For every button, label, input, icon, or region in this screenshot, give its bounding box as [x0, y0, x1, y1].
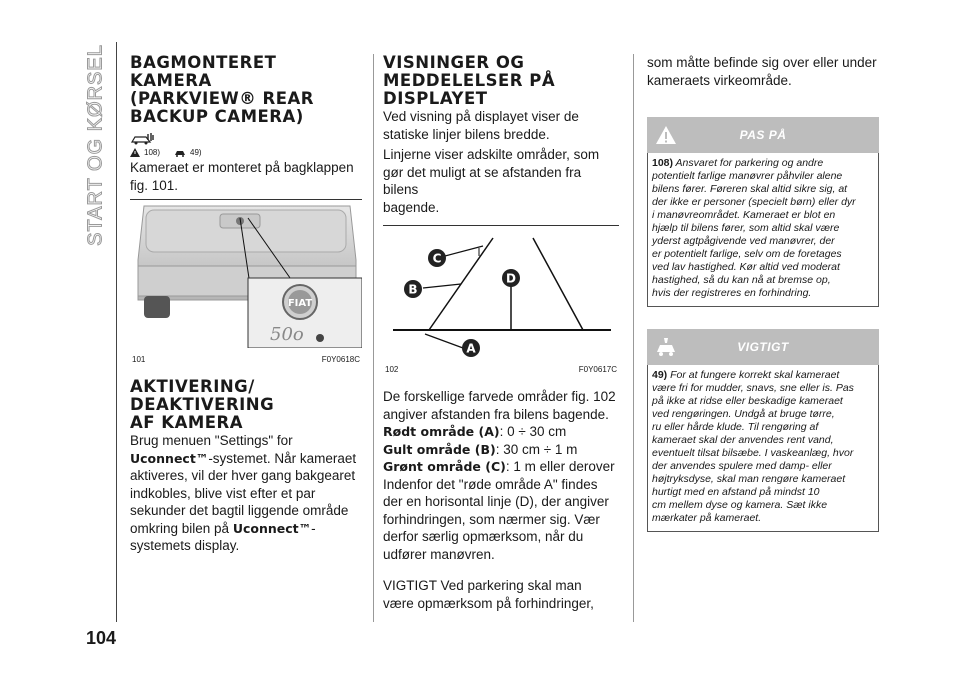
warning-header [647, 117, 879, 153]
heading-camera: BAGMONTERET KAMERA (PARKVIEW® REAR BACKUP CAMERA) [130, 53, 314, 126]
section-title: START OG KØRSEL [84, 44, 107, 246]
zone-line-d-text: Indenfor det "røde område A" findes der en horisontal linje (D), der angiver forhindringen, som nærmer sig. Vær derfor særlig opmærksom, når du udfører manøvren. [383, 476, 609, 562]
zones-intro: De forskellige farvede områder fig. 102 angiver afstanden fra bilens bagende. [383, 389, 616, 422]
warn-ref-49[interactable]: 49) [190, 148, 202, 157]
note-continued: som måtte befinde sig over eller under kameraets virkeområde. [647, 55, 877, 88]
zone-yellow: Gult område (B): 30 cm ÷ 1 m [383, 441, 578, 457]
svg-text:FIAT: FIAT [287, 298, 313, 309]
warning-box-important [647, 329, 879, 532]
warning-title: PAS PÅ [739, 128, 787, 142]
intro-text: Kameraet er monteret på bagklappen fig. 101. [130, 160, 354, 193]
heading-activation: AKTIVERING/ DEAKTIVERING AF KAMERA [130, 377, 275, 432]
zone-green: Grønt område (C): 1 m eller derover [383, 459, 615, 474]
warning-triangle-icon [655, 125, 677, 145]
column-3 [647, 54, 879, 532]
car-warning-icon [655, 337, 677, 357]
activation-text: Brug menuen "Settings" for Uconnect™-systemet. Når kameraet aktiveres, vil der hver gang bakgearet indkobles, blive vist efter et par sekunder det bagtil liggende område omkring bilen på Uconnect™- systemets display. [130, 433, 357, 553]
warning-body: 49) For at fungere korrekt skal kameraet være fri for mudder, snavs, sne eller is. Pas på ikke at ridse eller beskadige kameraet ved rengøringen. Undgå at bruge tørre, ru eller hårde klude. Til rengøring af kameraet skal der anvendes rent vand, eventuelt tilsat bilsæbe. I vaskeanlæg, hvor der anvendes spulere med damp- eller højtryksdyse, skal man rengøre kameraet hurtigt med en afstand på mindst 10 cm mellem dyse og kamera. Sæt ikke mærkater på kameraet. [647, 365, 879, 532]
warning-refs [130, 132, 362, 146]
car-warning-icon [174, 148, 186, 157]
display-intro: Ved visning på displayet viser de statiske linjer bilens bredde. [383, 109, 579, 142]
page-number: 104 [86, 628, 117, 648]
warning-title: VIGTIGT [737, 340, 789, 354]
warning-triangle-icon [130, 148, 140, 157]
zone-red: Rødt område (A): 0 ÷ 30 cm [383, 424, 567, 439]
warning-box-caution [647, 117, 879, 307]
side-divider [116, 42, 117, 622]
column-2 [383, 54, 619, 612]
figure-102 [383, 225, 619, 374]
warning-body: 108) Ansvaret for parkering og andre potentielt farlige manøvrer påhviler alene bilens fører. Føreren skal altid sikre sig, at der ikke er personer (specielt børn) eller dyr i manøvreområdet. Kameraet er blot en hjælp til bilens fører, som altid skal være yderst agtpågivende ved manøvrer, der er potentielt farlige, selv om de foretages ved lav hastighed. Kør altid ved moderat hastighed, så du kan nå at bremse op, hvis der registreres en forhindring. [647, 153, 879, 307]
important-note: VIGTIGT Ved parkering skal man være opmærksom på forhindringer, [383, 578, 594, 611]
rear-camera-photo [130, 200, 362, 348]
svg-text:50o: 50o [270, 324, 304, 345]
label-c-text: C [432, 251, 442, 266]
column-divider [633, 54, 634, 622]
heading-display: VISNINGER OG MEDDELELSER PÅ DISPLAYET [383, 53, 556, 108]
warn-ref-108[interactable]: 108) [144, 148, 161, 157]
warning-ref-row [130, 148, 362, 157]
label-b-text: B [408, 282, 418, 297]
column-divider [373, 54, 374, 622]
display-para2: Linjerne viser adskilte områder, som gør det muligt at se afstanden fra bilens bagende. [383, 147, 600, 215]
figure-caption: 102 F0Y0617C [385, 365, 617, 374]
warning-header [647, 329, 879, 365]
parking-guide-diagram [383, 226, 619, 358]
section-tab [84, 40, 108, 250]
column-1 [130, 54, 362, 555]
figure-caption: 101 F0Y0618C [132, 355, 360, 364]
label-d-text: D [506, 271, 516, 286]
car-wash-icon [130, 132, 154, 146]
figure-101 [130, 199, 362, 364]
label-a-text: A [466, 341, 476, 356]
